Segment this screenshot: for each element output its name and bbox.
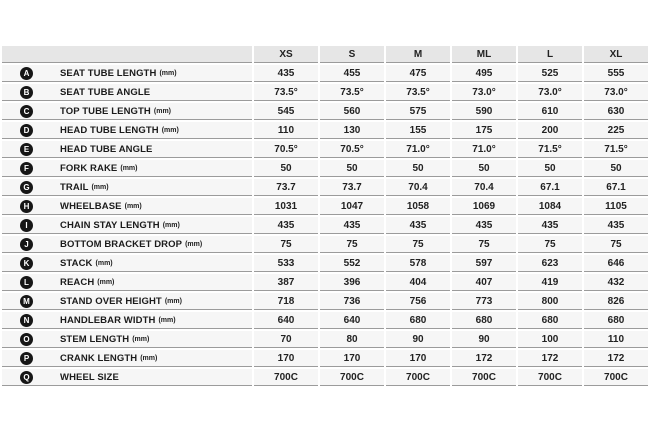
size-column-header: M	[386, 46, 450, 63]
geometry-value-cell: 700C	[452, 369, 516, 386]
geometry-value-cell: 73.0°	[518, 84, 582, 101]
geometry-value-cell: 71.5°	[518, 141, 582, 158]
measurement-label-cell	[2, 103, 252, 120]
table-row	[2, 141, 648, 158]
measurement-name: STAND OVER HEIGHT	[60, 295, 162, 307]
geometry-value-cell: 680	[584, 312, 648, 329]
table-row	[2, 312, 648, 329]
geometry-value-cell: 578	[386, 255, 450, 272]
measurement-label-wrap	[2, 352, 252, 365]
measurement-unit: (mm)	[132, 335, 150, 343]
geometry-value-cell: 1058	[386, 198, 450, 215]
measurement-name: CHAIN STAY LENGTH	[60, 219, 160, 231]
geometry-value-cell: 630	[584, 103, 648, 120]
measurement-unit: (mm)	[153, 107, 172, 115]
geometry-value-cell: 419	[518, 274, 582, 291]
geometry-value-cell: 70.5°	[320, 141, 384, 158]
geometry-value-cell: 70.5°	[254, 141, 318, 158]
measurement-label-wrap	[2, 162, 252, 175]
measurement-label-wrap	[2, 295, 252, 308]
measurement-unit: (mm)	[162, 221, 180, 229]
geometry-value-cell: 155	[386, 122, 450, 139]
geometry-table	[0, 44, 650, 388]
measurement-name: WHEEL SIZE	[60, 371, 119, 383]
geometry-value-cell: 1084	[518, 198, 582, 215]
geometry-value-cell: 70.4	[386, 179, 450, 196]
geometry-value-cell: 73.7	[254, 179, 318, 196]
geometry-value-cell: 71.5°	[584, 141, 648, 158]
geometry-value-cell: 435	[584, 217, 648, 234]
geometry-value-cell: 525	[518, 65, 582, 82]
measurement-label-wrap	[2, 124, 252, 137]
measurement-unit: (mm)	[185, 240, 203, 248]
geometry-value-cell: 172	[452, 350, 516, 367]
measurement-label-cell	[2, 236, 252, 253]
geometry-value-cell: 73.5°	[386, 84, 450, 101]
geometry-value-cell: 575	[386, 103, 450, 120]
measurement-name: CRANK LENGTH	[60, 352, 138, 364]
geometry-value-cell: 640	[254, 312, 318, 329]
geometry-value-cell: 435	[254, 217, 318, 234]
measurement-label-cell	[2, 331, 252, 348]
row-letter-badge: L	[20, 276, 33, 289]
geometry-value-cell: 75	[254, 236, 318, 253]
geometry-value-cell: 170	[320, 350, 384, 367]
size-column-header: XS	[254, 46, 318, 63]
geometry-value-cell: 435	[320, 217, 384, 234]
measurement-label-wrap	[2, 181, 252, 194]
geometry-value-cell: 718	[254, 293, 318, 310]
geometry-value-cell: 545	[254, 103, 318, 120]
measurement-name: TOP TUBE LENGTH	[60, 105, 151, 117]
geometry-value-cell: 700C	[254, 369, 318, 386]
measurement-name: BOTTOM BRACKET DROP	[60, 238, 183, 250]
measurement-unit: (mm)	[95, 259, 113, 267]
measurement-unit: (mm)	[97, 278, 115, 286]
table-row	[2, 217, 648, 234]
geometry-value-cell: 225	[584, 122, 648, 139]
geometry-value-cell: 646	[584, 255, 648, 272]
geometry-value-cell: 610	[518, 103, 582, 120]
measurement-label-wrap	[2, 371, 252, 384]
table-row	[2, 198, 648, 215]
geometry-value-cell: 1069	[452, 198, 516, 215]
geometry-value-cell: 555	[584, 65, 648, 82]
measurement-name: WHEELBASE	[60, 200, 122, 212]
geometry-value-cell: 170	[386, 350, 450, 367]
table-row	[2, 331, 648, 348]
measurement-unit: (mm)	[91, 183, 109, 191]
geometry-value-cell: 407	[452, 274, 516, 291]
geometry-value-cell: 475	[386, 65, 450, 82]
geometry-value-cell: 90	[386, 331, 450, 348]
measurement-label-cell	[2, 122, 252, 139]
geometry-value-cell: 71.0°	[452, 141, 516, 158]
geometry-value-cell: 50	[452, 160, 516, 177]
header-row	[2, 46, 648, 63]
geometry-value-cell: 1047	[320, 198, 384, 215]
measurement-label-wrap	[2, 105, 252, 118]
geometry-value-cell: 396	[320, 274, 384, 291]
geometry-value-cell: 495	[452, 65, 516, 82]
measurement-unit: (mm)	[158, 316, 176, 324]
geometry-value-cell: 80	[320, 331, 384, 348]
table-header	[2, 46, 648, 63]
row-letter-badge: K	[20, 257, 33, 270]
row-letter-badge: B	[20, 86, 33, 99]
geometry-value-cell: 73.0°	[584, 84, 648, 101]
size-column-header: S	[320, 46, 384, 63]
geometry-value-cell: 50	[320, 160, 384, 177]
geometry-value-cell: 75	[584, 236, 648, 253]
measurement-label-wrap	[2, 257, 252, 270]
row-letter-badge: G	[20, 181, 33, 194]
table-body	[2, 65, 648, 386]
measurement-label-cell	[2, 217, 252, 234]
geometry-value-cell: 73.7	[320, 179, 384, 196]
measurement-label-cell	[2, 65, 252, 82]
geometry-value-cell: 552	[320, 255, 384, 272]
geometry-value-cell: 623	[518, 255, 582, 272]
geometry-value-cell: 700C	[518, 369, 582, 386]
measurement-label-cell	[2, 255, 252, 272]
geometry-value-cell: 170	[254, 350, 318, 367]
row-letter-badge: F	[20, 162, 33, 175]
measurement-label-cell	[2, 293, 252, 310]
geometry-value-cell: 73.0°	[452, 84, 516, 101]
measurement-unit: (mm)	[124, 202, 142, 210]
geometry-value-cell: 597	[452, 255, 516, 272]
measurement-label-wrap	[2, 200, 252, 213]
table-row	[2, 236, 648, 253]
measurement-label-cell	[2, 350, 252, 367]
geometry-value-cell: 75	[320, 236, 384, 253]
measurement-label-wrap	[2, 219, 252, 232]
geometry-value-cell: 773	[452, 293, 516, 310]
table-row	[2, 65, 648, 82]
size-column-header: XL	[584, 46, 648, 63]
row-letter-badge: I	[20, 219, 33, 232]
row-letter-badge: M	[20, 295, 33, 308]
measurement-name: SEAT TUBE LENGTH	[60, 67, 157, 79]
measurement-name: REACH	[60, 276, 95, 288]
table-row	[2, 255, 648, 272]
geometry-value-cell: 71.0°	[386, 141, 450, 158]
geometry-value-cell: 73.5°	[254, 84, 318, 101]
geometry-value-cell: 435	[518, 217, 582, 234]
geometry-value-cell: 1105	[584, 198, 648, 215]
geometry-value-cell: 533	[254, 255, 318, 272]
measurement-label-cell	[2, 274, 252, 291]
table-row	[2, 293, 648, 310]
table-row	[2, 103, 648, 120]
table-row	[2, 179, 648, 196]
measurement-name: STEM LENGTH	[60, 333, 130, 345]
measurement-unit: (mm)	[140, 354, 158, 362]
table-row	[2, 350, 648, 367]
row-letter-badge: C	[20, 105, 33, 118]
corner-cell	[2, 46, 252, 63]
measurement-name: FORK RAKE	[60, 162, 118, 174]
measurement-label-wrap	[2, 86, 252, 99]
geometry-value-cell: 75	[518, 236, 582, 253]
measurement-label-wrap	[2, 238, 252, 251]
geometry-value-cell: 756	[386, 293, 450, 310]
measurement-label-wrap	[2, 333, 252, 346]
measurement-name: HANDLEBAR WIDTH	[60, 314, 156, 326]
geometry-value-cell: 200	[518, 122, 582, 139]
measurement-name: TRAIL	[60, 181, 89, 193]
geometry-value-cell: 435	[452, 217, 516, 234]
table-row	[2, 160, 648, 177]
measurement-name: SEAT TUBE ANGLE	[60, 86, 151, 98]
geometry-value-cell: 75	[452, 236, 516, 253]
geometry-value-cell: 640	[320, 312, 384, 329]
measurement-label-cell	[2, 160, 252, 177]
measurement-label-wrap	[2, 276, 252, 289]
geometry-value-cell: 75	[386, 236, 450, 253]
measurement-unit: (mm)	[159, 69, 177, 77]
geometry-value-cell: 172	[518, 350, 582, 367]
measurement-label-cell	[2, 179, 252, 196]
geometry-value-cell: 435	[254, 65, 318, 82]
geometry-value-cell: 404	[386, 274, 450, 291]
measurement-label-wrap	[2, 314, 252, 327]
measurement-label-wrap	[2, 143, 252, 156]
geometry-value-cell: 70	[254, 331, 318, 348]
geometry-value-cell: 50	[386, 160, 450, 177]
measurement-name: HEAD TUBE LENGTH	[60, 124, 159, 136]
geometry-value-cell: 700C	[584, 369, 648, 386]
measurement-label-cell	[2, 141, 252, 158]
measurement-label-cell	[2, 198, 252, 215]
measurement-name: STACK	[60, 257, 93, 269]
row-letter-badge: A	[20, 67, 33, 80]
measurement-label-cell	[2, 369, 252, 386]
table-row	[2, 84, 648, 101]
measurement-name: HEAD TUBE ANGLE	[60, 143, 153, 155]
geometry-value-cell: 680	[452, 312, 516, 329]
size-column-header: L	[518, 46, 582, 63]
row-letter-badge: P	[20, 352, 33, 365]
geometry-value-cell: 110	[584, 331, 648, 348]
measurement-unit: (mm)	[164, 297, 182, 305]
row-letter-badge: D	[20, 124, 33, 137]
row-letter-badge: O	[20, 333, 33, 346]
geometry-value-cell: 175	[452, 122, 516, 139]
geometry-value-cell: 50	[254, 160, 318, 177]
geometry-value-cell: 50	[518, 160, 582, 177]
table-row	[2, 369, 648, 386]
geometry-value-cell: 90	[452, 331, 516, 348]
geometry-value-cell: 387	[254, 274, 318, 291]
row-letter-badge: Q	[20, 371, 33, 384]
row-letter-badge: H	[20, 200, 33, 213]
measurement-label-cell	[2, 84, 252, 101]
geometry-value-cell: 435	[386, 217, 450, 234]
geometry-value-cell: 432	[584, 274, 648, 291]
geometry-value-cell: 700C	[320, 369, 384, 386]
geometry-value-cell: 590	[452, 103, 516, 120]
measurement-label-cell	[2, 312, 252, 329]
geometry-value-cell: 73.5°	[320, 84, 384, 101]
geometry-value-cell: 700C	[386, 369, 450, 386]
table-row	[2, 274, 648, 291]
row-letter-badge: E	[20, 143, 33, 156]
geometry-value-cell: 826	[584, 293, 648, 310]
table-row	[2, 122, 648, 139]
measurement-label-wrap	[2, 67, 252, 80]
measurement-unit: (mm)	[120, 164, 138, 172]
geometry-value-cell: 800	[518, 293, 582, 310]
geometry-value-cell: 560	[320, 103, 384, 120]
geometry-value-cell: 50	[584, 160, 648, 177]
geometry-value-cell: 172	[584, 350, 648, 367]
geometry-value-cell: 70.4	[452, 179, 516, 196]
size-column-header: ML	[452, 46, 516, 63]
row-letter-badge: J	[20, 238, 33, 251]
measurement-unit: (mm)	[161, 126, 179, 134]
geometry-value-cell: 100	[518, 331, 582, 348]
geometry-value-cell: 680	[386, 312, 450, 329]
geometry-value-cell: 67.1	[584, 179, 648, 196]
row-letter-badge: N	[20, 314, 33, 327]
geometry-value-cell: 680	[518, 312, 582, 329]
geometry-value-cell: 130	[320, 122, 384, 139]
geometry-value-cell: 67.1	[518, 179, 582, 196]
geometry-value-cell: 736	[320, 293, 384, 310]
geometry-value-cell: 110	[254, 122, 318, 139]
geometry-value-cell: 1031	[254, 198, 318, 215]
geometry-value-cell: 455	[320, 65, 384, 82]
